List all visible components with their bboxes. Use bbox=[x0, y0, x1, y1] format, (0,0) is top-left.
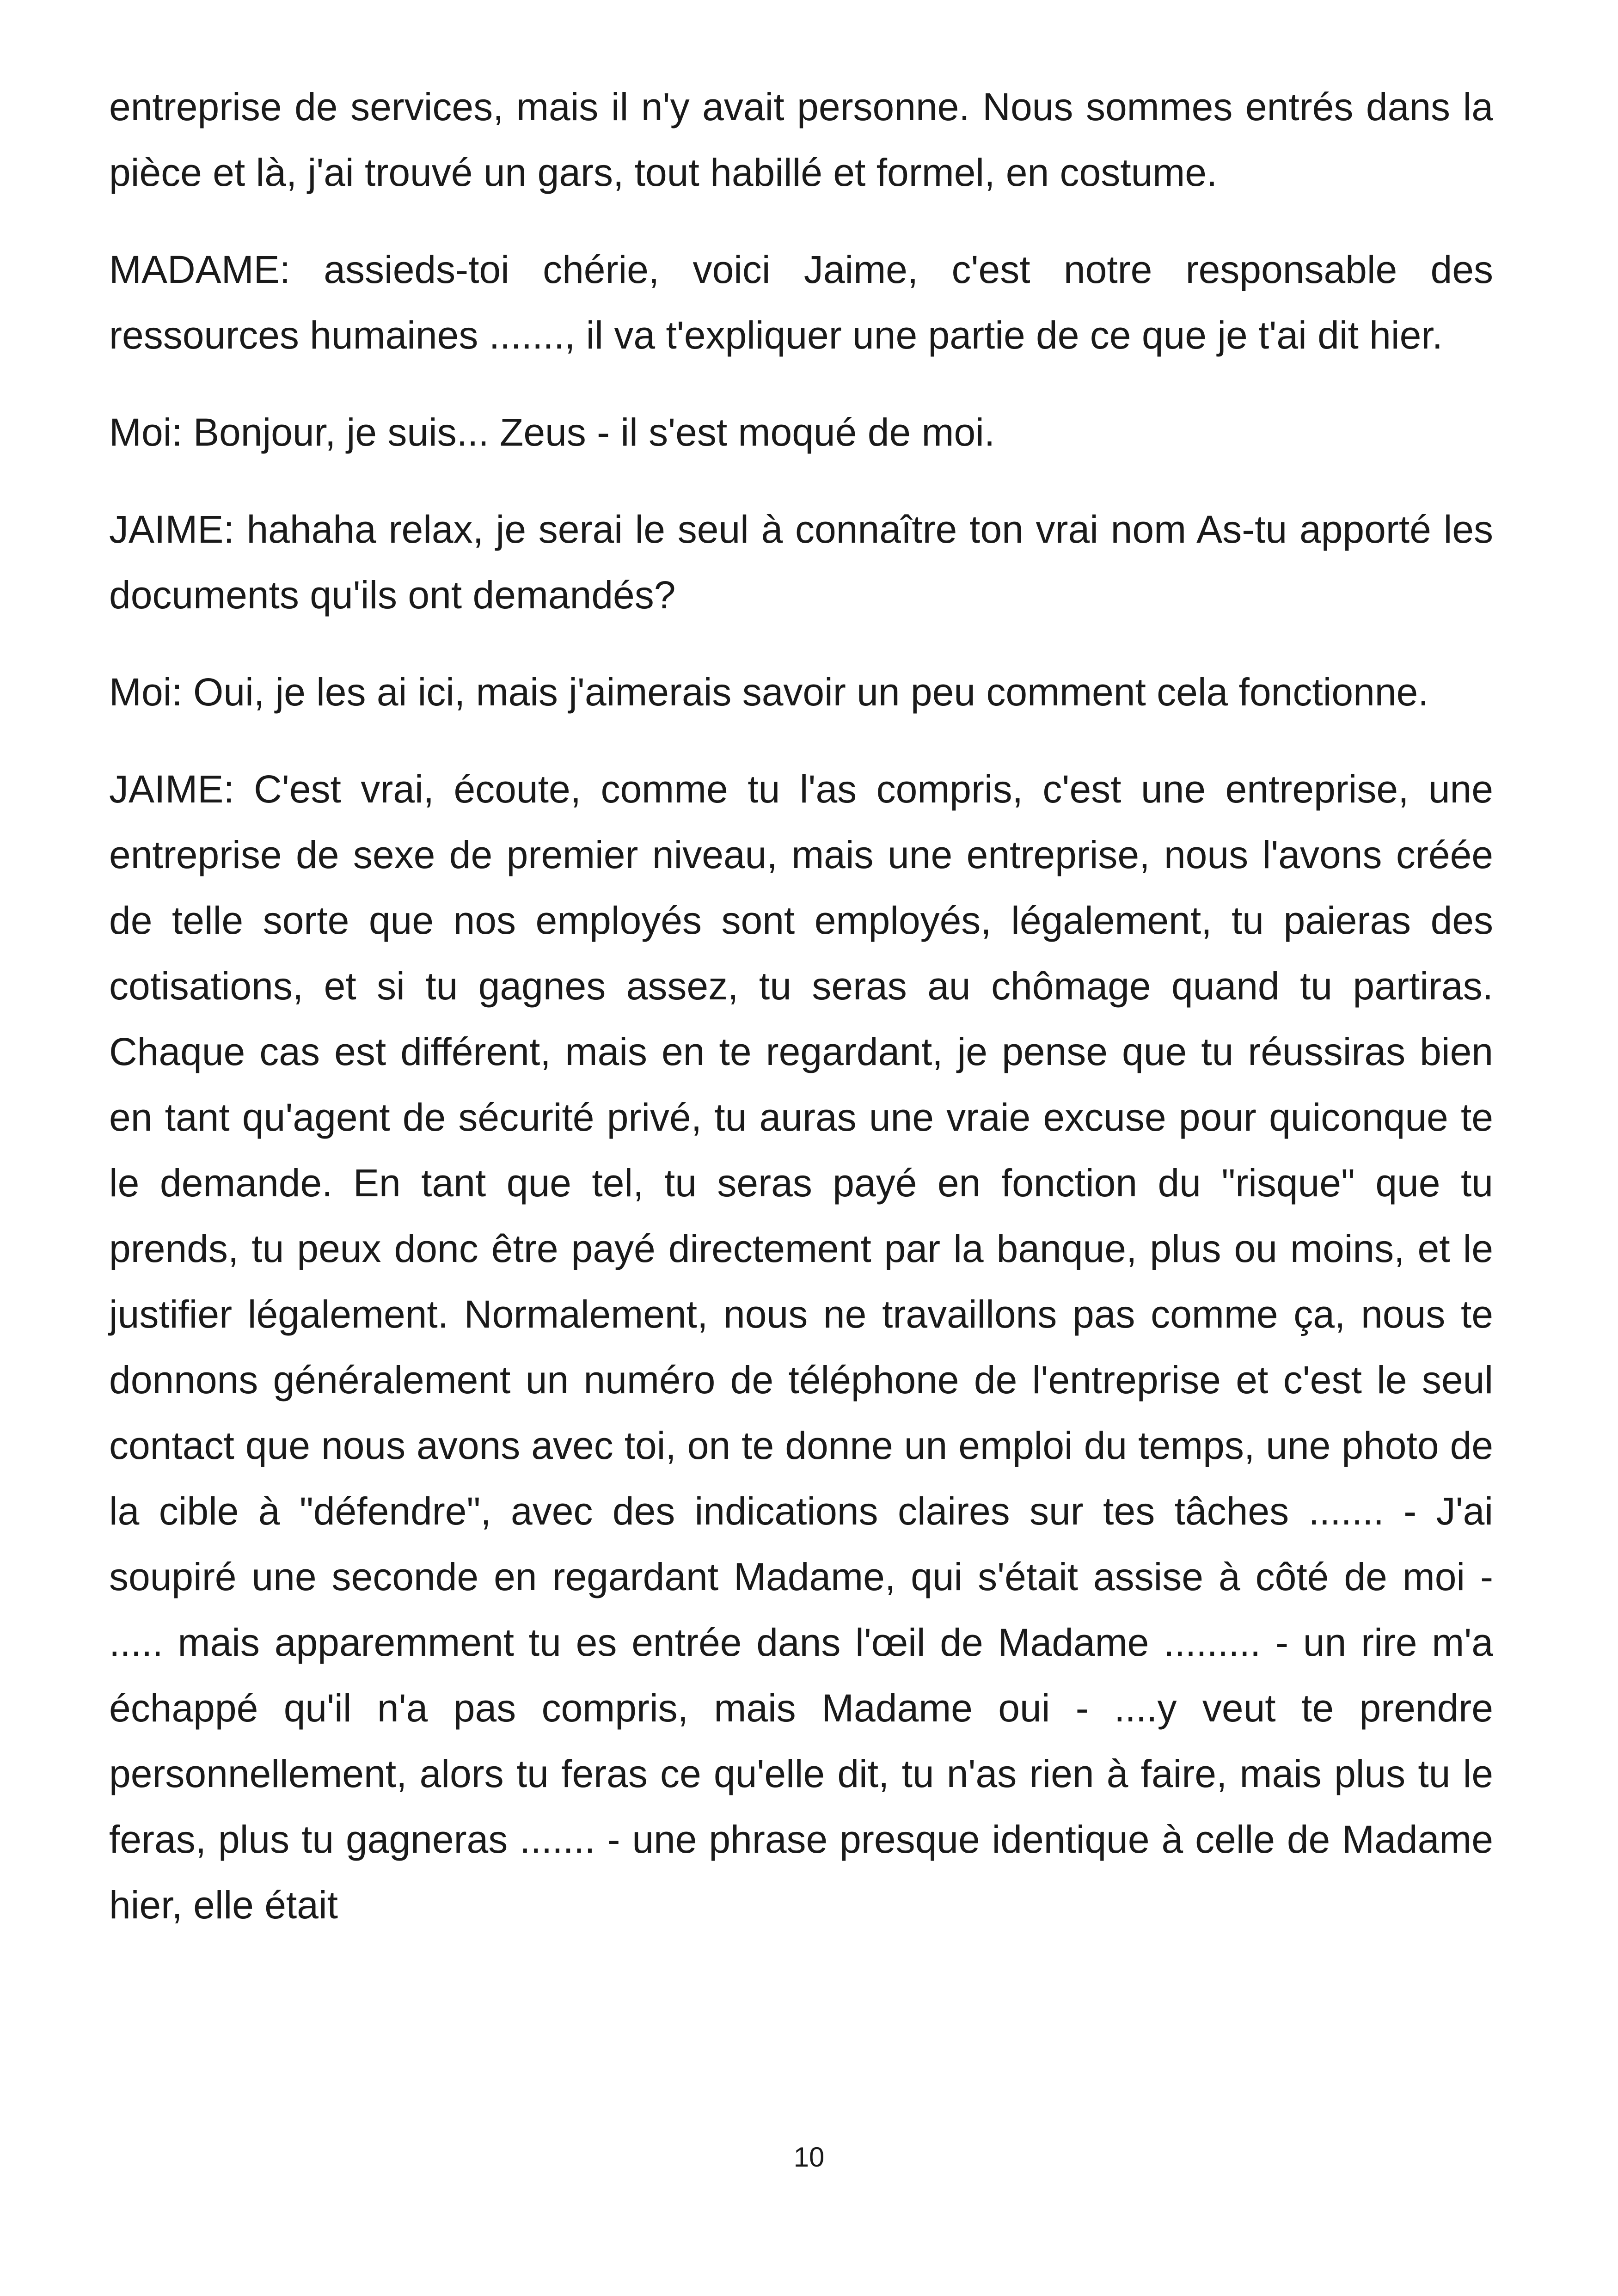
paragraph: JAIME: hahaha relax, je serai le seul à connaître ton vrai nom As-tu apporté les documents qu'ils ont demandés? bbox=[109, 508, 1493, 617]
paragraph: JAIME: C'est vrai, écoute, comme tu l'as compris, c'est une entreprise, une entreprise de sexe de premier niveau, mais une entreprise, nous l'avons créée de telle sorte que nos employés sont employés, légalement, tu paieras des cotisations, et si tu gagnes assez, tu seras au chômage quand tu partiras. Chaque cas est différent, mais en te regardant, je pense que tu réussiras bien en tant qu'agent de sécurité privé, tu auras une vraie excuse pour quiconque te le demande. En tant que tel, tu seras payé en fonction du "risque" que tu prends, tu peux donc être payé directement par la banque, plus ou moins, et le justifier légalement. Normalement, nous ne travaillons pas comme ça, nous te donnons généralement un numéro de téléphone de l'entreprise et c'est le seul contact que nous avons avec toi, on te donne un emploi du temps, une photo de la cible à "défendre", avec des indications claires sur tes tâches ....... - J'ai soupiré une seconde en regardant Madame, qui s'était assise à côté de moi - ..... mais apparemment tu es entrée dans l'œil de Madame ......... - un rire m'a échappé qu'il n'a pas compris, mais Madame oui - ....y veut te prendre personnellement, alors tu feras ce qu'elle dit, tu n'as rien à faire, mais plus tu le feras, plus tu gagneras ....... - une phrase presque identique à celle de Madame hier, elle était bbox=[109, 767, 1493, 1927]
page-number: 10 bbox=[793, 2142, 825, 2173]
paragraph: Moi: Oui, je les ai ici, mais j'aimerais savoir un peu comment cela fonctionne. bbox=[109, 670, 1429, 714]
page-body bbox=[109, 74, 1493, 1938]
paragraph: entreprise de services, mais il n'y avait personne. Nous sommes entrés dans la pièce et là, j'ai trouvé un gars, tout habillé et formel, en costume. bbox=[109, 85, 1493, 194]
paragraph: Moi: Bonjour, je suis... Zeus - il s'est moqué de moi. bbox=[109, 410, 995, 454]
paragraph: MADAME: assieds-toi chérie, voici Jaime, c'est notre responsable des ressources humaines ......., il va t'expliquer une partie de ce que je t'ai dit hier. bbox=[109, 248, 1493, 357]
